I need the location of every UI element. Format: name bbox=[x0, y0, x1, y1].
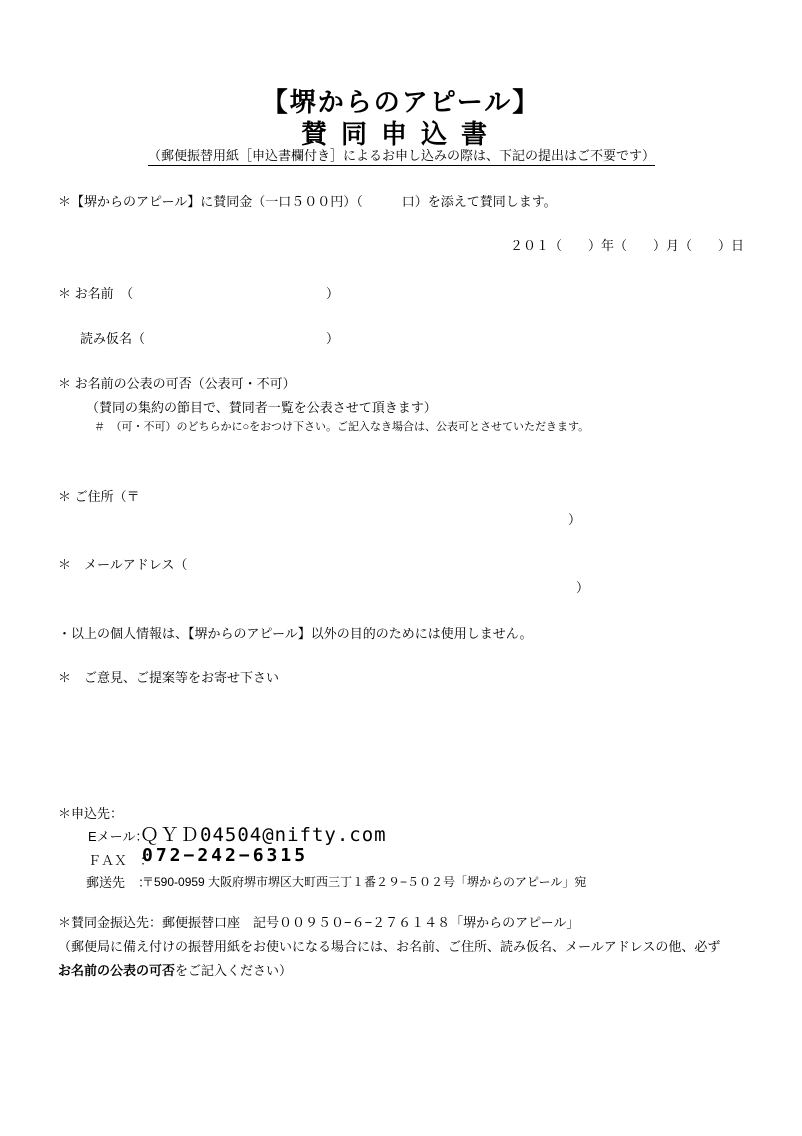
contact-fax-value: 072−242−6315 bbox=[142, 845, 309, 866]
address-label: ＊ ご住所（〒 bbox=[58, 489, 140, 504]
privacy-statement: ・以上の個人情報は、【堺からのアピール】以外の目的のためには使用しません。 bbox=[58, 626, 533, 641]
name-close-paren: ） bbox=[326, 286, 340, 301]
payment-note-bold: お名前の公表の可否 bbox=[58, 963, 176, 978]
contact-email-domain: 04504@nifty.com bbox=[200, 824, 387, 846]
payment-note: （郵便局に備え付けの振替用紙をお使いになる場合には、お名前、ご住所、読み仮名、メールアドレスの他、必ず bbox=[58, 939, 721, 954]
contact-post-value: 〒590-0959 大阪府堺市堺区大町西三丁１番２９−５０２号「堺からのアピール」宛 bbox=[142, 875, 587, 889]
contact-email-label: Eメール： bbox=[88, 829, 149, 844]
payment-account: ＊賛同金振込先：郵便振替口座 記号００９５０−６−２７６１４８「堺からのアピール」 bbox=[58, 915, 580, 930]
kana-close-paren: ） bbox=[326, 331, 340, 346]
payment-note-rest: をご記入ください） bbox=[175, 963, 293, 978]
header-note: （郵便振替用紙［申込書欄付き］によるお申し込みの際は、下記の提出はご不要です） bbox=[148, 145, 655, 166]
donation-line: ＊【堺からのアピール】に賛同金（一口５００円）（ 口）を添えて賛同します。 bbox=[58, 194, 557, 209]
address-close-paren: ） bbox=[568, 512, 582, 527]
contact-email-prefix: ＱＹＤ bbox=[140, 824, 201, 846]
payment-note-cont bbox=[58, 960, 292, 979]
contact-fax-label: ＦＡＸ ： bbox=[88, 853, 154, 868]
publish-sub: （賛同の集約の節目で、賛同者一覧を公表させて頂きます） bbox=[86, 400, 437, 415]
publish-label: ＊ お名前の公表の可否（公表可・不可） bbox=[58, 376, 296, 391]
document-title: 【堺からのアピール】 bbox=[261, 87, 541, 117]
name-label: ＊ お名前 （ bbox=[58, 286, 134, 301]
document-subtitle: 賛同申込書 bbox=[300, 119, 501, 149]
contact-post-label: 郵送先 ： bbox=[86, 875, 152, 890]
opinion-label: ＊ ご意見、ご提案等をお寄せ下さい bbox=[58, 670, 280, 685]
contact-heading: ＊申込先： bbox=[58, 806, 124, 821]
date-line: ２０１（ ）年（ ）月（ ）日 bbox=[509, 238, 744, 253]
kana-label: 読み仮名（ bbox=[80, 331, 146, 346]
publish-hint: ＃ （可・不可）のどちらかに○をおつけ下さい。ご記入なき場合は、公表可とさせていただきます。 bbox=[94, 421, 590, 433]
contact-email-value bbox=[140, 820, 387, 847]
email-close-paren: ） bbox=[576, 580, 590, 595]
email-label: ＊ メールアドレス（ bbox=[58, 557, 188, 572]
